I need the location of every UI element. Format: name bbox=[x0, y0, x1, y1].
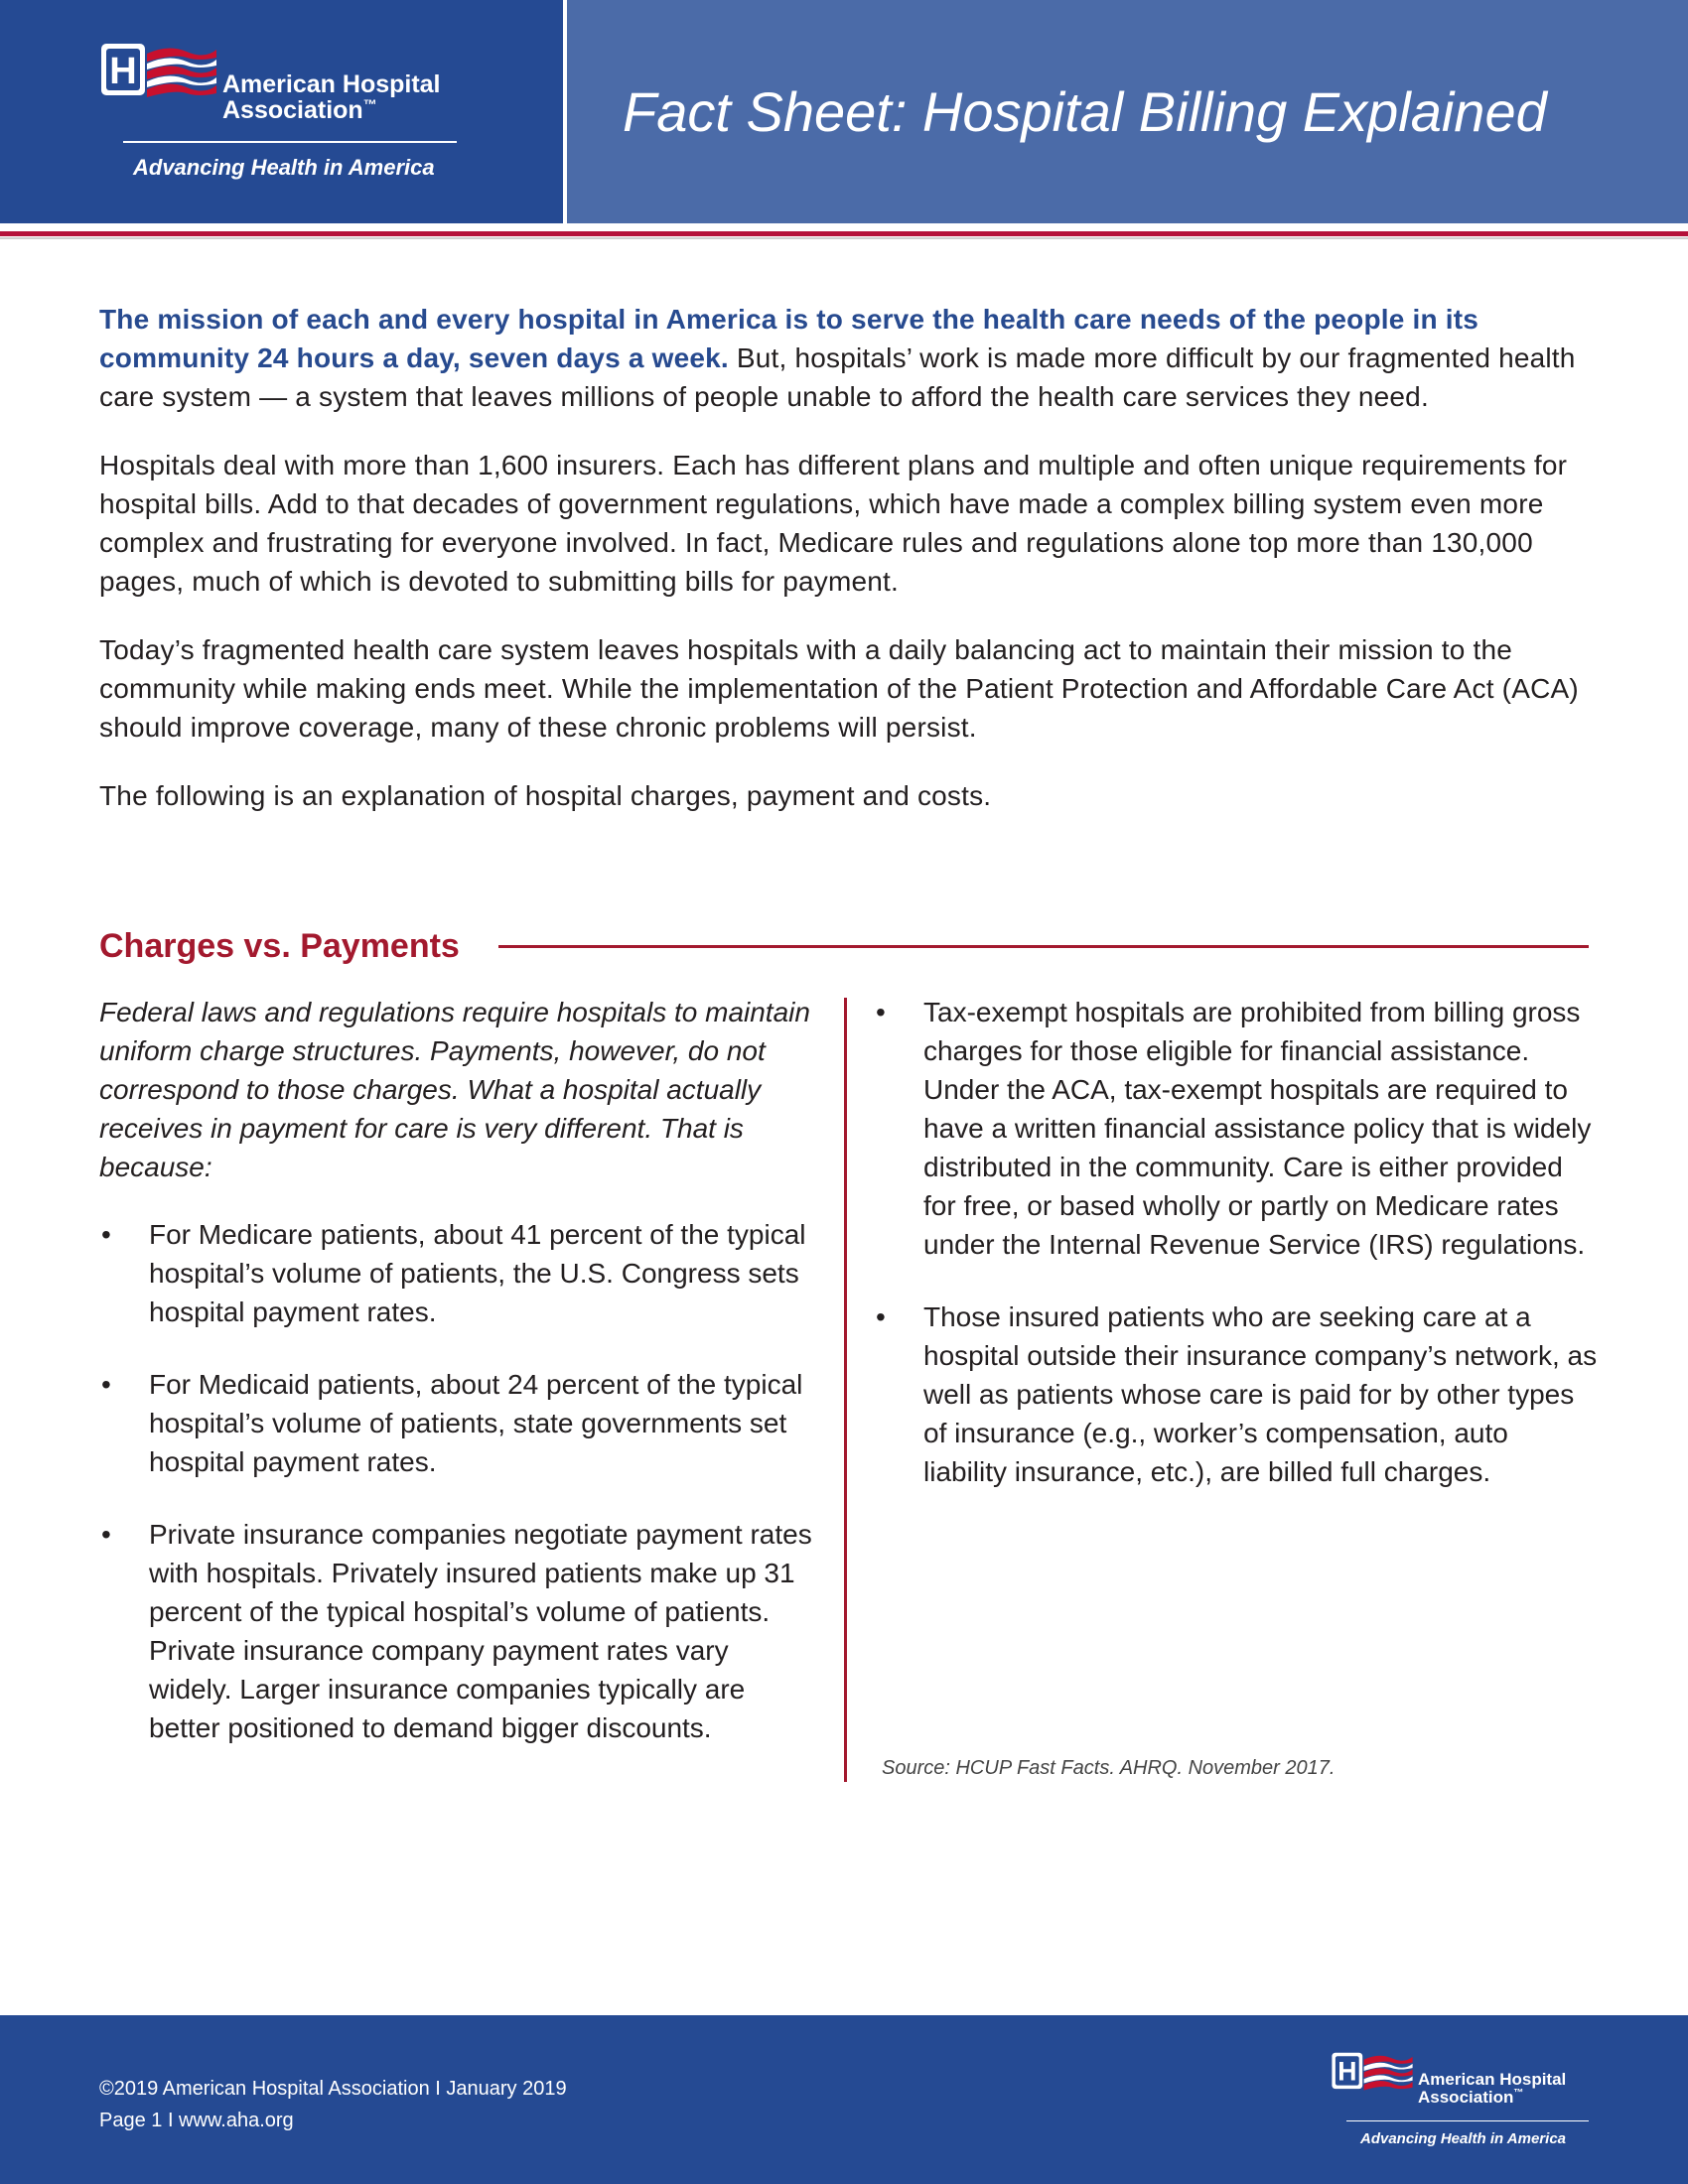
section-heading: Charges vs. Payments bbox=[99, 927, 460, 965]
bullet-icon: • bbox=[101, 1519, 111, 1550]
source-note: Source: HCUP Fast Facts. AHRQ. November 2017. bbox=[882, 1757, 1336, 1779]
intro-paragraph-4: The following is an explanation of hospital charges, payment and costs. bbox=[99, 780, 992, 811]
bullet-icon: • bbox=[101, 1219, 111, 1250]
right-bullet-list bbox=[874, 993, 1599, 1491]
footer-text bbox=[99, 2073, 567, 2136]
intro-paragraph-3: Today’s fragmented health care system leaves hospitals with a daily balancing act to maintain their mission to the community while making ends meet. While the implementation of the Patient Protection and Affordable Care Act (ACA) should improve coverage, many of these chronic problems will persist. bbox=[99, 634, 1579, 743]
intro-paragraph-1: The mission of each and every hospital in America is to serve the health care needs of the people in its community 24 hours a day, seven days a week. But, hospitals’ work is made more difficult by our fragmented health care system — a system that leaves millions of people unable to afford the health care services they need. bbox=[99, 304, 1576, 412]
header-banner bbox=[0, 0, 1688, 223]
intro-paragraph-2: Hospitals deal with more than 1,600 insurers. Each has different plans and multiple and often unique requirements for hospital bills. Add to that decades of government regulations, which have made a complex billing system even more complex and frustrating for everyone involved. In fact, Medicare rules and regulations alone top more than 130,000 pages, much of which is devoted to submitting bills for payment. bbox=[99, 450, 1568, 597]
logo-name: American Hospital Association™ bbox=[1418, 2070, 1567, 2107]
logo-tagline: Advancing Health in America bbox=[133, 155, 435, 180]
aha-flag-icon bbox=[99, 42, 218, 103]
svg-text:H: H bbox=[109, 51, 137, 92]
list-item: • For Medicaid patients, about 24 percent of the typical hospital’s volume of patients, state governments set hospital payment rates. bbox=[99, 1365, 814, 1481]
logo-tagline: Advancing Health in America bbox=[1360, 2130, 1566, 2147]
left-column bbox=[99, 993, 814, 1781]
section-intro: Federal laws and regulations require hospitals to maintain uniform charge structures. Payments, however, do not correspond to those charges. What a hospital actually receives in payment for care is very different. That is because: bbox=[99, 997, 810, 1182]
logo-rule bbox=[1346, 2120, 1589, 2121]
header-rule-white bbox=[0, 223, 1688, 227]
page-title: Fact Sheet: Hospital Billing Explained bbox=[623, 80, 1547, 143]
list-item: • Private insurance companies negotiate payment rates with hospitals. Privately insured patients make up 31 percent of the typical hospital’s volume of patients. Private insurance company payment rates vary widely. Larger insurance companies typically are better positioned to demand bigger discounts. bbox=[99, 1515, 814, 1747]
logo-name: American Hospital Association™ bbox=[222, 70, 441, 125]
footer-aha-logo[interactable] bbox=[1331, 2051, 1599, 2160]
aha-flag-icon bbox=[1331, 2051, 1414, 2095]
logo-rule bbox=[123, 141, 457, 143]
svg-text:H: H bbox=[1337, 2056, 1357, 2087]
bullet-icon: • bbox=[876, 997, 886, 1027]
footer-page-info[interactable]: Page 1 I www.aha.org bbox=[99, 2110, 294, 2131]
bullet-icon: • bbox=[876, 1301, 886, 1332]
left-bullet-list bbox=[99, 1215, 814, 1747]
column-divider bbox=[844, 998, 847, 1782]
list-item: • For Medicare patients, about 41 percent of the typical hospital’s volume of patients, the U.S. Congress sets hospital payment rates. bbox=[99, 1215, 814, 1331]
bullet-icon: • bbox=[101, 1369, 111, 1400]
footer-copyright: ©2019 American Hospital Association I January 2019 bbox=[99, 2078, 567, 2100]
list-item: • Those insured patients who are seeking care at a hospital outside their insurance company’s network, as well as patients whose care is paid for by other types of insurance (e.g., worker’s compensation, auto liability insurance, etc.), are billed full charges. bbox=[874, 1297, 1599, 1491]
header-rule-gray bbox=[0, 237, 1688, 239]
aha-logo[interactable] bbox=[99, 42, 477, 191]
right-column bbox=[874, 993, 1599, 1525]
list-item: • Tax-exempt hospitals are prohibited from billing gross charges for those eligible for financial assistance. Under the ACA, tax-exempt hospitals are required to have a written financial assistance policy that is widely distributed in the community. Care is either provided for free, or based wholly or partly on Medicare rates under the Internal Revenue Service (IRS) regulations. bbox=[874, 993, 1599, 1264]
intro-lead: The mission of each and every hospital in America is to serve the health care needs of the people in its community 24 hours a day, seven days a week. bbox=[99, 304, 1479, 373]
header-rule-red bbox=[0, 231, 1688, 236]
section-rule bbox=[498, 945, 1589, 948]
intro-text bbox=[99, 300, 1599, 845]
